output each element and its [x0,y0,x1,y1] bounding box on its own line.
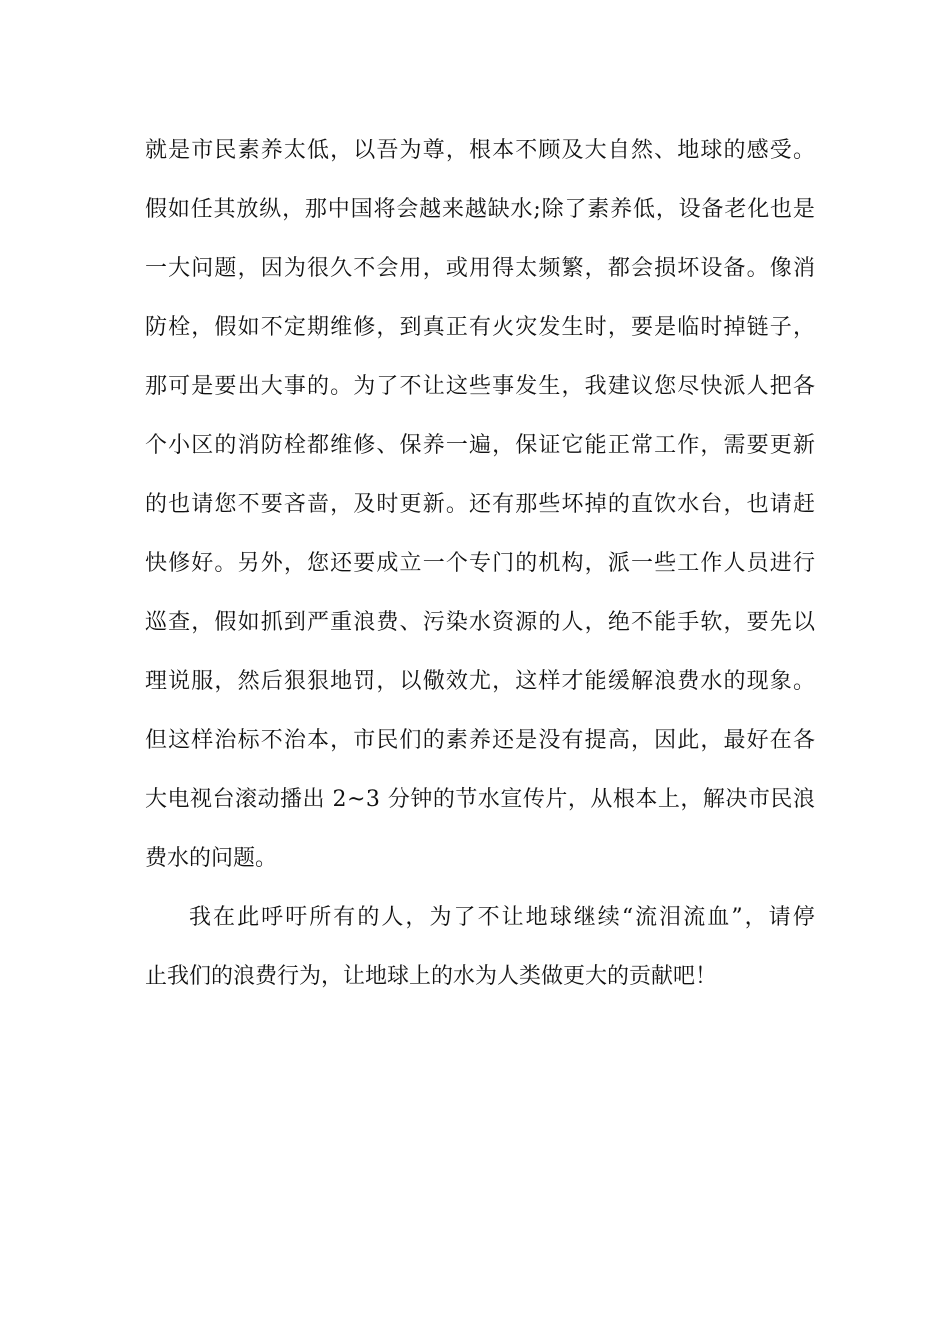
text-line: 但 这 样 治 标 不 治 本 ， 市 民 们 的 素 养 还 是 没 有 提 高 ， 因 此 ， 最 好 在 各 [145,728,815,753]
text-line: 个 小 区 的 消 防 栓 都 维 修 、 保 养 一 遍 ， 保 证 它 能 正 常 工 作 ， 需 要 更 新 [145,433,815,458]
text-line: 的 也 请 您 不 要 吝 啬 ， 及 时 更 新 。 还 有 那 些 坏 掉 的 直 饮 水 台 ， 也 请 赶 [145,492,815,517]
text-line: 一 大 问 题 ， 因 为 很 久 不 会 用 ， 或 用 得 太 频 繁 ， 都 会 损 坏 设 备 。 像 消 [145,256,815,281]
text-line: 快 修 好 。 另 外 ， 您 还 要 成 立 一 个 专 门 的 机 构 ， 派 一 些 工 作 人 员 进 行 [145,551,815,576]
text-line: 假 如 任 其 放 纵 ， 那 中 国 将 会 越 来 越 缺 水 ; 除 了 素 养 低 ， 设 备 老 化 也 是 [145,197,815,222]
text-line: 巡 查 ， 假 如 抓 到 严 重 浪 费 、 污 染 水 资 源 的 人 ， 绝 不 能 手 软 ， 要 先 以 [145,610,815,635]
text-line: 大 电 视 台 滚 动 播 出 2 ~ 3 分 钟 的 节 水 宣 传 片 ， 从 根 本 上 ， 解 决 市 民 浪 [145,787,815,812]
text-line: 就 是 市 民 素 养 太 低 ， 以 吾 为 尊 ， 根 本 不 顾 及 大 自 然 、 地 球 的 感 受 。 [145,138,815,163]
text-line: 那 可 是 要 出 大 事 的 。 为 了 不 让 这 些 事 发 生 ， 我 建 议 您 尽 快 派 人 把 各 [145,374,815,399]
body-text [145,128,815,1013]
text-line: 理 说 服 ， 然 后 狠 狠 地 罚 ， 以 儆 效 尤 ， 这 样 才 能 缓 解 浪 费 水 的 现 象 。 [145,669,815,694]
text-line: 防 栓 ， 假 如 不 定 期 维 修 ， 到 真 正 有 火 灾 发 生 时 ， 要 是 临 时 掉 链 子 ， [145,315,815,340]
text-line: 止我们的浪费行为，让地球上的水为人类做更大的贡献吧！ [145,964,718,989]
paragraph-first-line: 我 在 此 呼 吁 所 有 的 人 ， 为 了 不 让 地 球 继 续 “ 流 泪 流 血 ” ， 请 停 [189,905,815,930]
text-line: 费水的问题。 [145,846,278,871]
